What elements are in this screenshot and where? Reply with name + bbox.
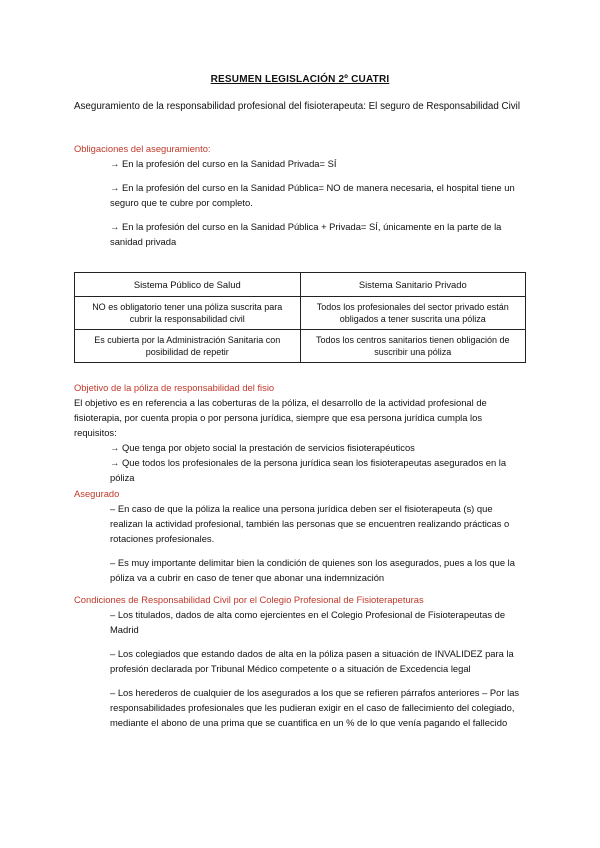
objetivo-item: → Que tenga por objeto social la prestación de servicios fisioterapéuticos [110,442,415,453]
objetivo-heading: Objetivo de la póliza de responsabilidad del fisio [74,382,275,393]
condiciones-item: – Los colegiados que estando dados de alta en la póliza pasen a situación de INVALIDEZ para la profesión declarada por Tribunal Médico competente o a situación de Excedencia legal [110,648,514,674]
comparison-table [74,272,526,363]
table-header-cell: Sistema Sanitario Privado [300,273,526,297]
obligaciones-section [74,141,524,249]
objetivo-item: → Que todos los profesionales de la persona jurídica sean los fisioterapeutas asegurados en la póliza [110,457,507,483]
table-cell: Todos los centros sanitarios tienen obligación de suscribir una póliza [300,330,526,363]
table-row [75,297,526,330]
intro-paragraph: Aseguramiento de la responsabilidad profesional del fisioterapeuta: El seguro de Responsabilidad Civil [74,101,521,112]
table-row [75,330,526,363]
asegurado-heading: Asegurado [74,488,120,499]
condiciones-item: – Los herederos de cualquier de los asegurados a los que se refieren párrafos anteriores – Por las responsabilidades profesionales que les pudieran exigir en el caso de fallecimiento del colegiado, mediante el abono de una prima que se cuantifica en un % de lo que venía pagando el fallecido [110,687,520,728]
table-cell: Todos los profesionales del sector privado están obligados a tener suscrita una póliza [300,297,526,330]
asegurado-item: – En caso de que la póliza la realice una persona jurídica deben ser el fisioterapeuta (s) que realizan la actividad profesional, también las personas que se encuentren realizando prácticas o rotaciones profesionales. [110,503,510,544]
table-header-cell: Sistema Público de Salud [75,273,301,297]
condiciones-section [74,592,524,730]
asegurado-item: – Es muy importante delimitar bien la condición de quienes son los asegurados, pues a los que la póliza va a cubrir en caso de tener que abonar una indemnización [110,557,515,583]
objetivo-section [74,380,524,485]
asegurado-section [74,486,524,585]
objetivo-body: El objetivo es en referencia a las coberturas de la póliza, el desarrollo de la actividad profesional de fisioterapia, por cuenta propia o por persona jurídica, siempre que esa persona jurídica cumpla los requisitos: [74,397,487,438]
table-header-row [75,273,526,297]
table-cell: Es cubierta por la Administración Sanitaria con posibilidad de repetir [75,330,301,363]
condiciones-heading: Condiciones de Responsabilidad Civil por el Colegio Profesional de Fisioterapeturas [74,594,424,605]
table-cell: NO es obligatorio tener una póliza suscrita para cubrir la responsabilidad civil [75,297,301,330]
condiciones-item: – Los titulados, dados de alta como ejercientes en el Colegio Profesional de Fisioterapeutas de Madrid [110,609,506,635]
obligaciones-item: → En la profesión del curso en la Sanidad Pública + Privada= SÍ, únicamente en la parte de la sanidad privada [110,221,502,247]
obligaciones-heading: Obligaciones del aseguramiento: [74,143,211,154]
document-title: RESUMEN LEGISLACIÓN 2º CUATRI [210,74,390,85]
obligaciones-item: → En la profesión del curso en la Sanidad Privada= SÍ [110,158,337,169]
obligaciones-item: → En la profesión del curso en la Sanidad Pública= NO de manera necesaria, el hospital tiene un seguro que te cubre por completo. [110,182,515,208]
